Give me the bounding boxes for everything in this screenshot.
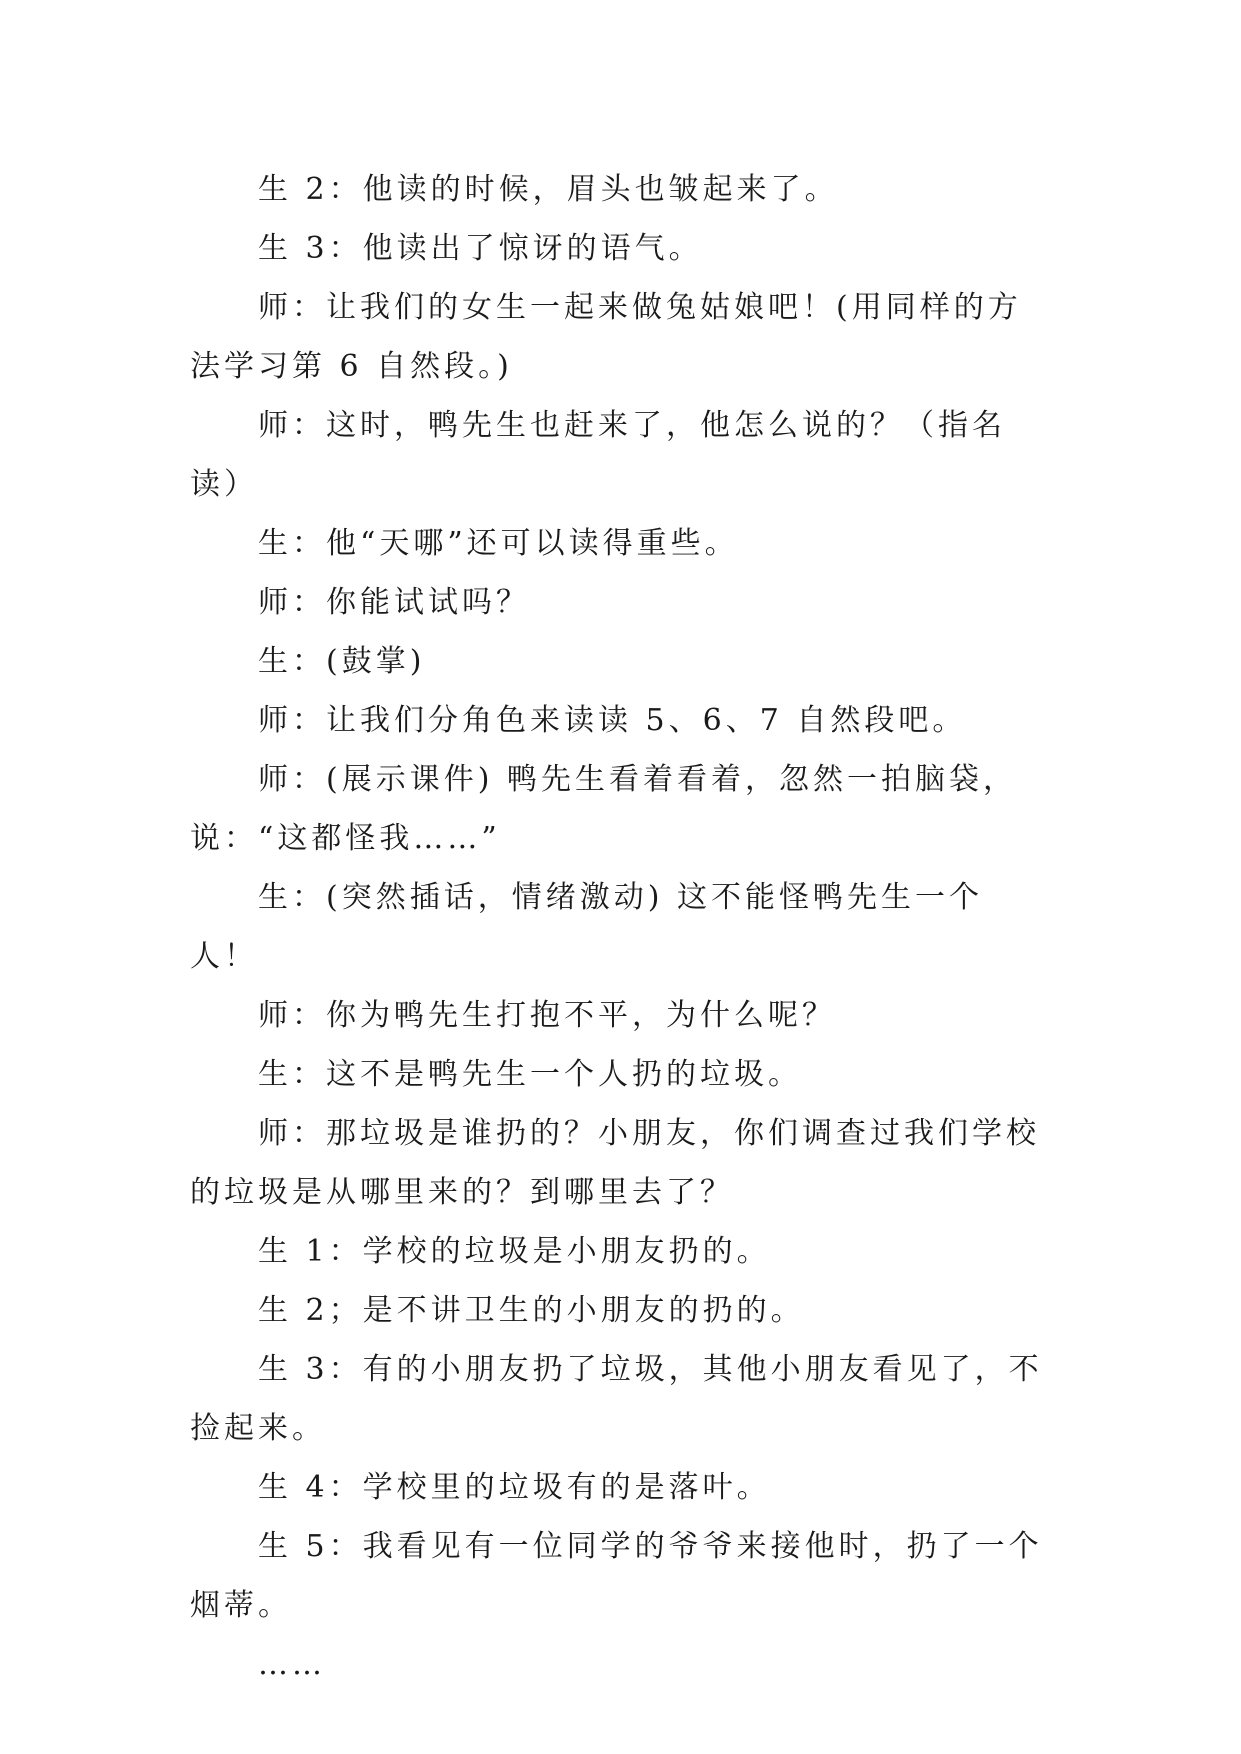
paragraph: 生 3：他读出了惊讶的语气。 bbox=[258, 231, 703, 266]
paragraph: 师：你为鸭先生打抱不平，为什么呢？ bbox=[258, 998, 836, 1033]
paragraph: 生 5：我看见有一位同学的爷爷来接他时，扔了一个烟蒂。 bbox=[190, 1529, 1043, 1623]
paragraph: 师：(展示课件) 鸭先生看着看着，忽然一拍脑袋，说：“这都怪我……” bbox=[190, 762, 1017, 856]
paragraph: 生 2；是不讲卫生的小朋友的扔的。 bbox=[258, 1293, 805, 1328]
paragraph: 生：他“天哪”还可以读得重些。 bbox=[258, 526, 739, 561]
paragraph: 生：这不是鸭先生一个人扔的垃圾。 bbox=[258, 1057, 802, 1092]
paragraph: 师：那垃圾是谁扔的？小朋友，你们调查过我们学校的垃圾是从哪里来的？到哪里去了？ bbox=[190, 1116, 1040, 1210]
document-body bbox=[190, 160, 1050, 1694]
paragraph: 生 4：学校里的垃圾有的是落叶。 bbox=[258, 1470, 771, 1505]
paragraph: 生 1：学校的垃圾是小朋友扔的。 bbox=[258, 1234, 771, 1269]
paragraph: 师：让我们的女生一起来做兔姑娘吧！(用同样的方法学习第 6 自然段。) bbox=[190, 290, 1022, 384]
paragraph: 师：你能试试吗？ bbox=[258, 585, 530, 620]
paragraph: 生 3：有的小朋友扔了垃圾，其他小朋友看见了，不捡起来。 bbox=[190, 1352, 1043, 1446]
paragraph: …… bbox=[258, 1647, 326, 1682]
paragraph: 生：(鼓掌) bbox=[258, 644, 426, 679]
paragraph: 师：这时，鸭先生也赶来了，他怎么说的？（指名读） bbox=[190, 408, 1006, 502]
paragraph: 师：让我们分角色来读读 5、6、7 自然段吧。 bbox=[258, 703, 967, 738]
paragraph: 生：(突然插话，情绪激动) 这不能怪鸭先生一个人！ bbox=[190, 880, 983, 974]
paragraph: 生 2：他读的时候，眉头也皱起来了。 bbox=[258, 172, 839, 207]
